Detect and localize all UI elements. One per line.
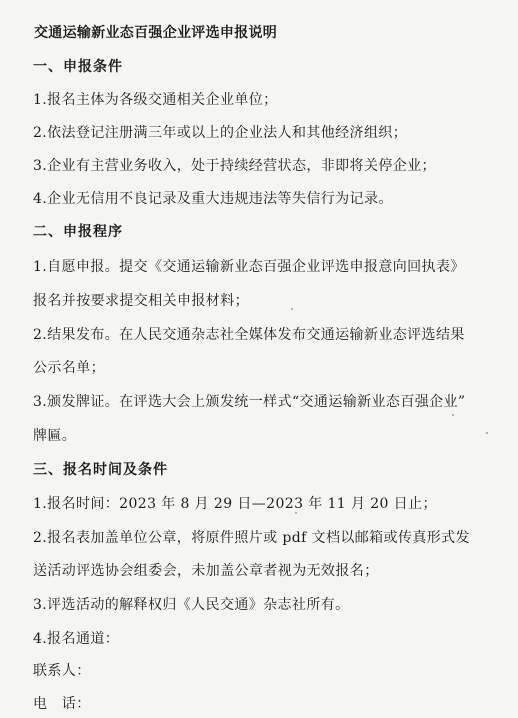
section-heading-registration: 三、报名时间及条件 bbox=[33, 462, 168, 478]
procedure-item-2-continued: 公示名单； bbox=[33, 360, 105, 376]
contact-person-label: 联系人： bbox=[33, 663, 91, 679]
registration-item-2: 2.报名表加盖单位公章，将原件照片或 pdf 文档以邮箱或传真形式发 bbox=[33, 530, 470, 546]
scan-speck bbox=[452, 414, 454, 416]
requirement-item-3: 3.企业有主营业务收入，处于持续经营状态，非即将关停企业； bbox=[33, 158, 436, 174]
section-heading-requirements: 一、申报条件 bbox=[33, 59, 123, 75]
section-heading-procedure: 二、申报程序 bbox=[33, 224, 123, 240]
requirement-item-1: 1.报名主体为各级交通相关企业单位； bbox=[33, 92, 278, 108]
registration-item-2-continued: 送活动评选协会组委会，未加盖公章者视为无效报名； bbox=[33, 563, 379, 579]
procedure-item-1: 1.自愿申报。提交《交通运输新业态百强企业评选申报意向回执表》 bbox=[33, 259, 465, 275]
phone-label: 电 话： bbox=[33, 696, 91, 712]
procedure-item-3-continued: 牌匾。 bbox=[33, 428, 77, 444]
registration-item-3: 3.评选活动的解释权归《人民交通》杂志社所有。 bbox=[33, 597, 350, 613]
procedure-item-3: 3.颁发牌证。在评选大会上颁发统一样式“交通运输新业态百强企业” bbox=[33, 394, 466, 410]
scan-speck bbox=[295, 512, 297, 514]
scan-speck bbox=[486, 432, 488, 434]
scan-speck bbox=[291, 308, 293, 310]
registration-item-1: 1.报名时间：2023 年 8 月 29 日—2023 年 11 月 20 日止； bbox=[33, 496, 437, 512]
page-title: 交通运输新业态百强企业评选申报说明 bbox=[34, 25, 278, 41]
procedure-item-2: 2.结果发布。在人民交通杂志社全媒体发布交通运输新业态评选结果 bbox=[33, 327, 465, 343]
procedure-item-1-continued: 报名并按要求提交相关申报材料； bbox=[33, 293, 249, 309]
registration-item-4: 4.报名通道： bbox=[33, 631, 120, 647]
requirement-item-4: 4.企业无信用不良记录及重大违规违法等失信行为记录。 bbox=[33, 191, 393, 207]
requirement-item-2: 2.依法登记注册满三年或以上的企业法人和其他经济组织； bbox=[33, 125, 408, 141]
